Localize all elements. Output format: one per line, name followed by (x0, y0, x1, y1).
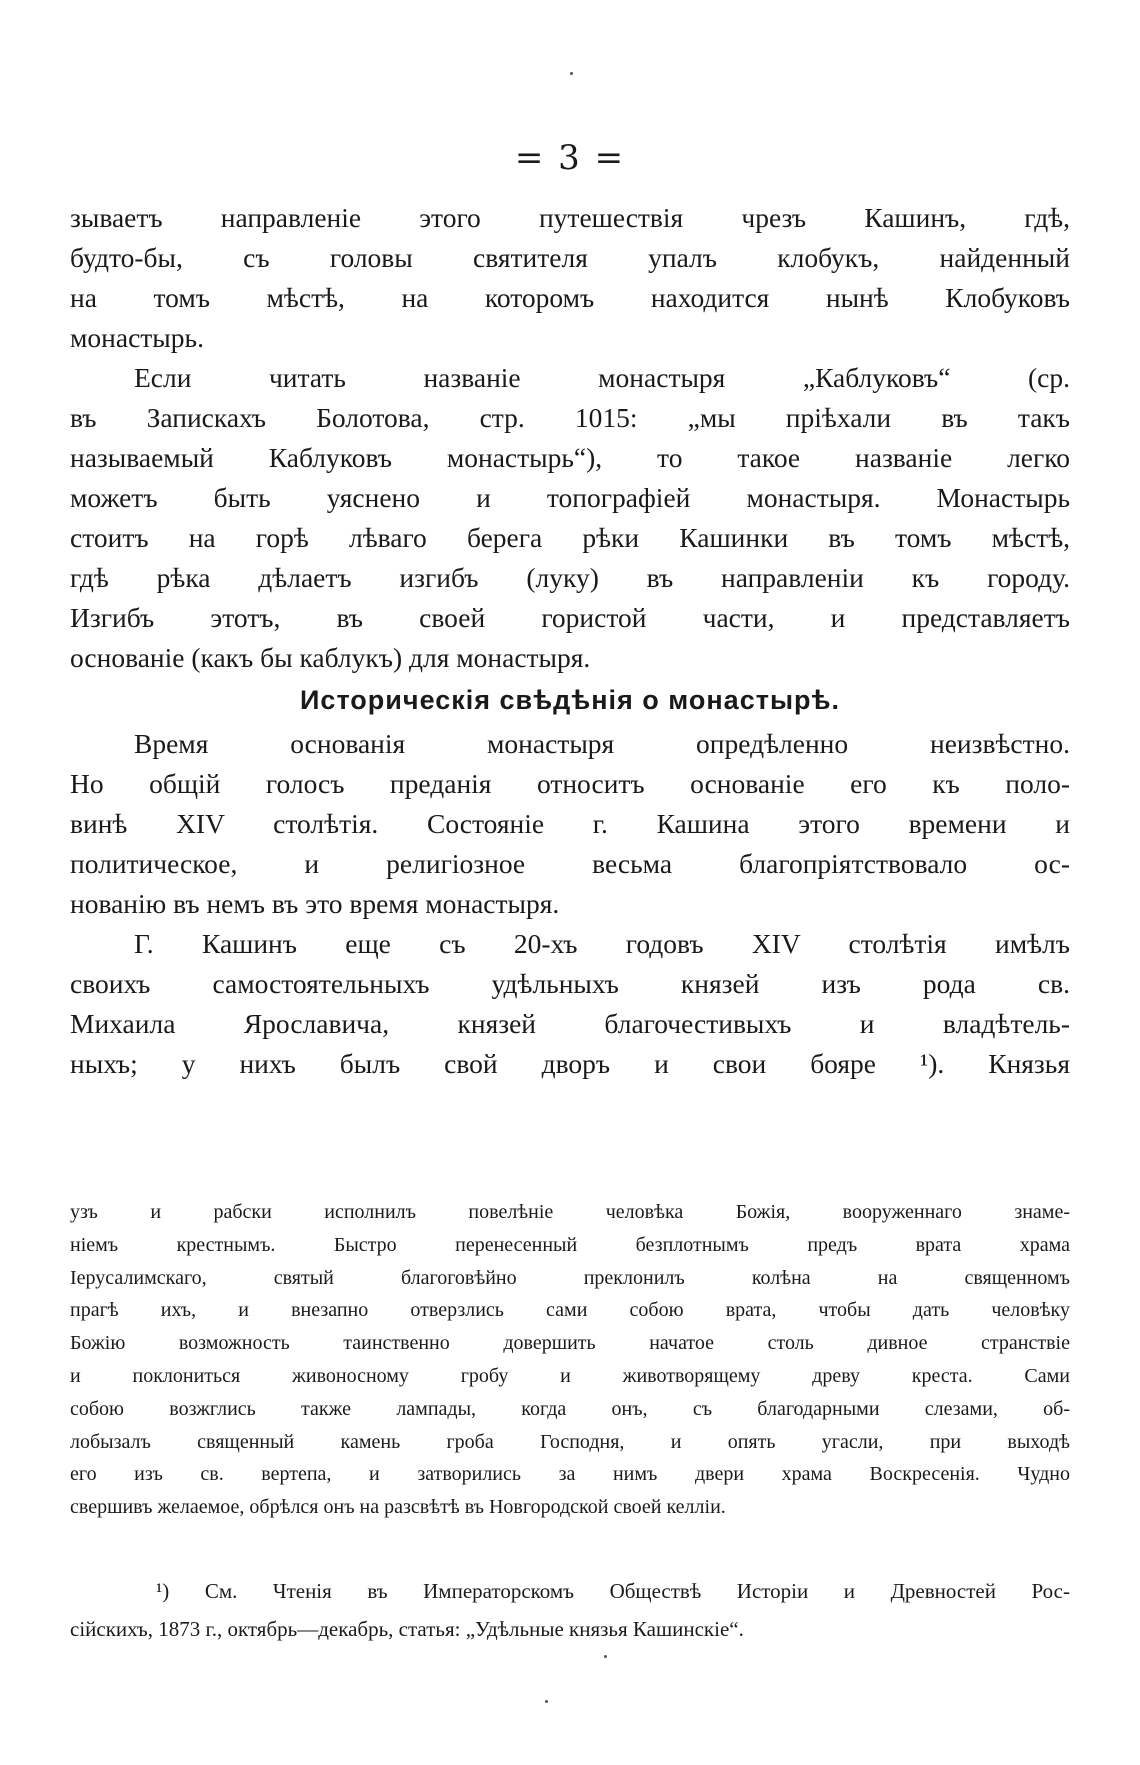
text-line: своихъ самостоятельныхъ удѣльныхъ князей изъ рода св. (70, 968, 1070, 999)
small-text-line: собою возжглись также лампады, когда онъ, съ благодарными слезами, об- (70, 1397, 1070, 1420)
text-line: монастырь. (70, 322, 204, 353)
small-text-line: его изъ св. вертепа, и затворились за нимъ двери храма Воскресенія. Чудно (70, 1463, 1070, 1486)
text-line: винѣ XIV столѣтія. Состояніе г. Кашина этого времени и (70, 808, 1070, 839)
text-line: нованію въ немъ въ это время монастыря. (70, 888, 560, 919)
small-text-line: прагѣ ихъ, и внезапно отверзлись сами собою врата, чтобы дать человѣку (70, 1299, 1070, 1322)
text-line: на томъ мѣстѣ, на которомъ находится нынѣ Клобуковъ (70, 282, 1070, 313)
main-text-block (70, 198, 1070, 1084)
small-text-line: свершивъ желаемое, обрѣлся онъ на разсвѣтѣ въ Новгородской своей келліи. (70, 1496, 726, 1519)
print-speck (545, 1700, 548, 1703)
text-line: Время основанія монастыря опредѣленно неизвѣстно. (134, 728, 1070, 759)
small-text-line: узъ и рабски исполнилъ повелѣніе человѣка Божія, вооруженнаго знаме- (70, 1201, 1070, 1223)
section-heading: Историческія свѣдѣнія о монастырѣ. (300, 685, 840, 715)
small-text-line: лобызалъ священный камень гроба Господня, и опять угасли, при выходѣ (70, 1430, 1070, 1453)
text-line: Г. Кашинъ еще съ 20-хъ годовъ XIV столѣтія имѣлъ (134, 928, 1070, 959)
text-line: можетъ быть уяснено и топографіей монастыря. Монастырь (70, 482, 1070, 513)
footnote-line: ¹) См. Чтенія въ Императорскомъ Обществѣ Исторіи и Древностей Рос- (156, 1579, 1070, 1603)
text-line: ныхъ; у нихъ былъ свой дворъ и свои бояре ¹). Князья (70, 1048, 1070, 1079)
page-number: = 3 = (514, 138, 626, 178)
text-line: называемый Каблуковъ монастырь“), то такое названіе легко (70, 442, 1070, 473)
text-line: зываетъ направленіе этого путешествія чрезъ Кашинъ, гдѣ, (70, 202, 1070, 233)
text-line: Но общій голосъ преданія относитъ основаніе его къ поло- (70, 768, 1070, 799)
text-line: стоитъ на горѣ лѣваго берега рѣки Кашинки въ томъ мѣстѣ, (70, 522, 1070, 553)
text-line: Изгибъ этотъ, въ своей гористой части, и представляетъ (70, 602, 1070, 633)
text-line: политическое, и религіозное весьма благопріятствовало ос- (70, 848, 1070, 879)
footnote-line: сійскихъ, 1873 г., октябрь—декабрь, статья: „Удѣльные князья Кашинскіе“. (70, 1617, 744, 1641)
print-speck (570, 72, 573, 75)
text-line: основаніе (какъ бы каблукъ) для монастыря. (70, 642, 591, 673)
text-line: будто-бы, съ головы святителя упалъ клобукъ, найденный (70, 242, 1070, 273)
text-line: Если читать названіе монастыря „Каблуковъ“ (ср. (134, 362, 1070, 393)
small-text-line: Божію возможность таинственно довершить начатое столь дивное странствіе (70, 1332, 1070, 1355)
small-text-line: ніемъ крестнымъ. Быстро перенесенный безплотнымъ предъ врата храма (70, 1233, 1070, 1256)
text-line: гдѣ рѣка дѣлаетъ изгибъ (луку) въ направленіи къ городу. (70, 562, 1070, 593)
text-line: въ Запискахъ Болотова, стр. 1015: „мы пріѣхали въ такъ (70, 402, 1070, 433)
text-line: Михаила Ярославича, князей благочестивыхъ и владѣтель- (70, 1008, 1070, 1039)
small-text-line: Іерусалимскаго, святый благоговѣйно преклонилъ колѣна на священномъ (70, 1266, 1070, 1289)
footnote (70, 1572, 1070, 1648)
bleed-through-text-block (70, 1196, 1070, 1524)
print-speck (604, 1655, 607, 1658)
small-text-line: и поклониться живоносному гробу и животворящему древу креста. Сами (70, 1364, 1070, 1387)
